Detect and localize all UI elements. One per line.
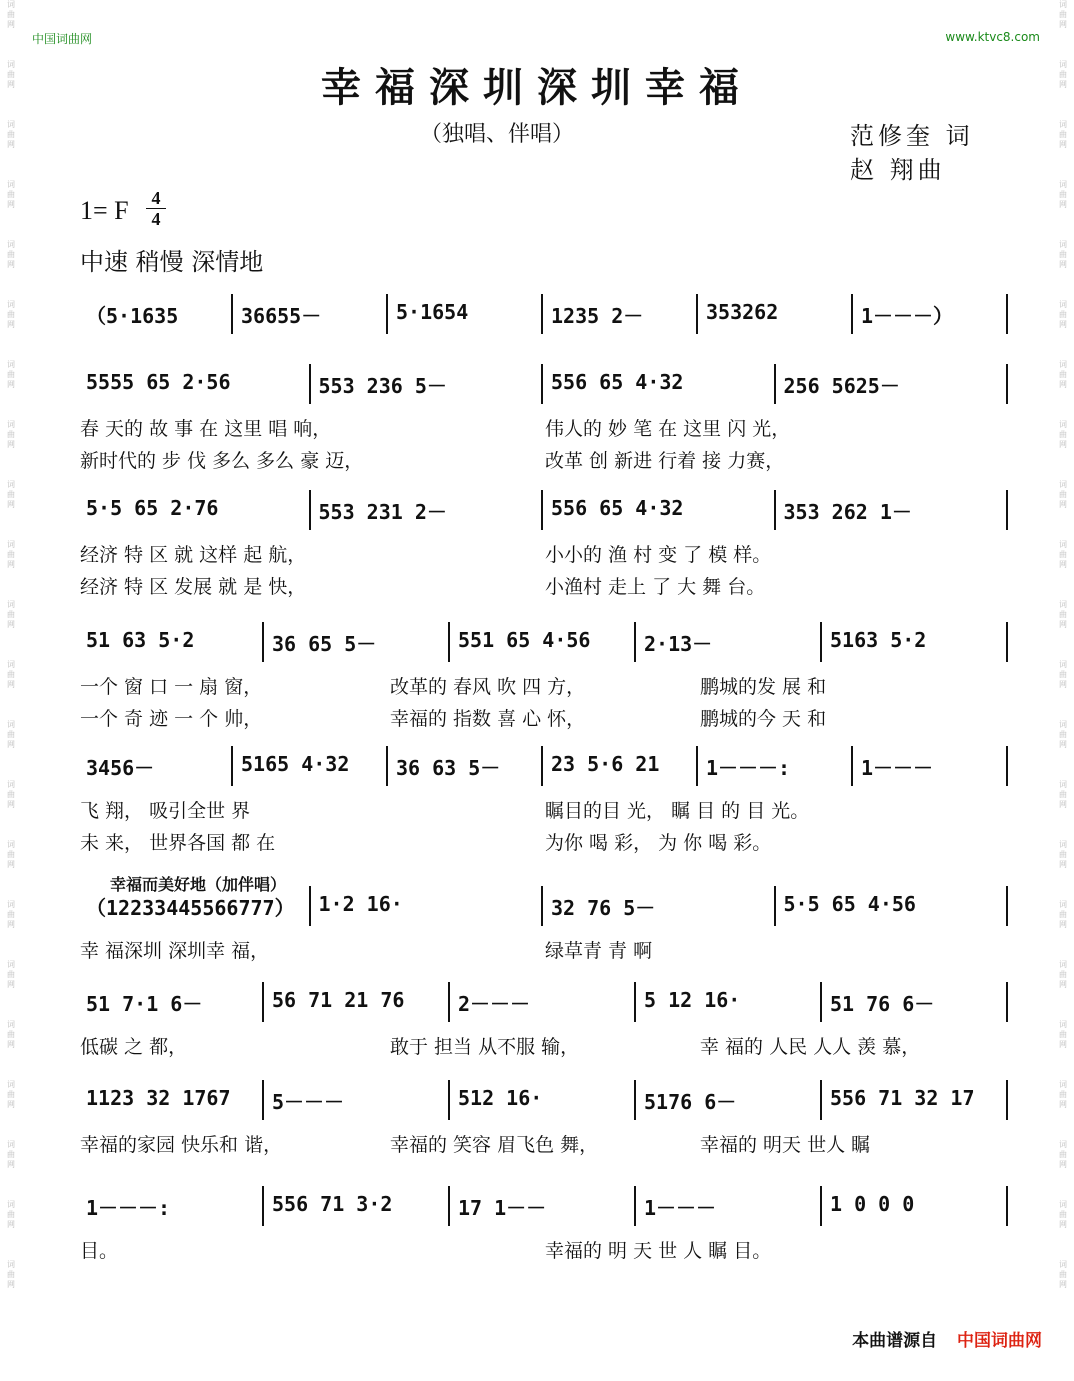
measure: 2－－－ bbox=[458, 992, 531, 1016]
watermark-char: 词 bbox=[7, 120, 15, 129]
watermark-char: 网 bbox=[1059, 440, 1067, 449]
watermark-char: 曲 bbox=[1059, 1270, 1067, 1279]
watermark-char: 网 bbox=[7, 740, 15, 749]
lyric-phrase: 敢于 担当 从不服 输， bbox=[390, 1036, 580, 1058]
watermark-char: 网 bbox=[1059, 1220, 1067, 1229]
watermark-char: 曲 bbox=[1059, 190, 1067, 199]
watermark-char: 曲 bbox=[7, 730, 15, 739]
barline bbox=[262, 1080, 264, 1120]
watermark-char: 曲 bbox=[7, 670, 15, 679]
watermark-char: 词 bbox=[1059, 480, 1067, 489]
notation-line bbox=[80, 892, 1010, 922]
measure: 5176 6－ bbox=[644, 1090, 737, 1114]
watermark-char: 曲 bbox=[1059, 250, 1067, 259]
watermark-char: 词 bbox=[7, 1140, 15, 1149]
measure: 51 76 6－ bbox=[830, 992, 935, 1016]
barline bbox=[1006, 982, 1008, 1022]
lyric-phrase: 幸 福深圳 深圳幸 福， bbox=[80, 940, 270, 962]
watermark-char: 词 bbox=[7, 360, 15, 369]
lyric-phrase: 经济 特 区 就 这样 起 航， bbox=[80, 544, 307, 566]
watermark-char: 网 bbox=[1059, 680, 1067, 689]
watermark-char: 词 bbox=[1059, 360, 1067, 369]
song-title: 幸福深圳深圳幸福 bbox=[321, 64, 753, 111]
barline bbox=[309, 886, 311, 926]
watermark-char: 网 bbox=[7, 860, 15, 869]
watermark-char: 网 bbox=[7, 1160, 15, 1169]
measure: 1－－－: bbox=[86, 1196, 171, 1220]
barline bbox=[1006, 1080, 1008, 1120]
watermark-char: 曲 bbox=[1059, 970, 1067, 979]
watermark-char: 网 bbox=[7, 1220, 15, 1229]
watermark-char: 网 bbox=[1059, 1280, 1067, 1289]
notation-line bbox=[80, 496, 1010, 526]
measure: 1123 32 1767 bbox=[86, 1086, 231, 1110]
watermark-char: 词 bbox=[7, 480, 15, 489]
watermark-char: 词 bbox=[7, 600, 15, 609]
watermark-char: 网 bbox=[1059, 260, 1067, 269]
watermark-char: 曲 bbox=[1059, 910, 1067, 919]
watermark-char: 曲 bbox=[1059, 430, 1067, 439]
watermark-char: 网 bbox=[1059, 980, 1067, 989]
watermark-char: 曲 bbox=[7, 970, 15, 979]
barline bbox=[386, 294, 388, 334]
watermark-char: 词 bbox=[1059, 0, 1067, 9]
watermark-char: 曲 bbox=[7, 1210, 15, 1219]
site-name-left[interactable]: 中国词曲网 bbox=[32, 32, 93, 46]
watermark-char: 网 bbox=[7, 80, 15, 89]
measure: 1－－－ bbox=[861, 756, 934, 780]
barline bbox=[1006, 364, 1008, 404]
watermark-char: 词 bbox=[7, 540, 15, 549]
watermark-char: 曲 bbox=[7, 790, 15, 799]
watermark-char: 网 bbox=[1059, 140, 1067, 149]
watermark-char: 词 bbox=[7, 1080, 15, 1089]
lyric-phrase: 为你 喝 彩， 为 你 喝 彩。 bbox=[545, 832, 772, 854]
watermark-char: 曲 bbox=[7, 430, 15, 439]
barline bbox=[1006, 294, 1008, 334]
watermark-char: 词 bbox=[7, 300, 15, 309]
barline bbox=[851, 294, 853, 334]
watermark-char: 网 bbox=[7, 800, 15, 809]
barline bbox=[262, 1186, 264, 1226]
score-row bbox=[0, 752, 1074, 882]
watermark-char: 网 bbox=[1059, 740, 1067, 749]
measure: 5－－－ bbox=[272, 1090, 345, 1114]
measure: 1235 2－ bbox=[551, 304, 644, 328]
barline bbox=[820, 1186, 822, 1226]
lyric-phrase: 改革的 春风 吹 四 方， bbox=[390, 676, 586, 698]
watermark-char: 曲 bbox=[1059, 10, 1067, 19]
watermark-char: 曲 bbox=[1059, 490, 1067, 499]
watermark-char: 词 bbox=[1059, 900, 1067, 909]
barline bbox=[448, 1186, 450, 1226]
watermark-char: 曲 bbox=[1059, 370, 1067, 379]
watermark-char: 词 bbox=[7, 1200, 15, 1209]
lyric-phrase: 一个 窗 口 一 扇 窗， bbox=[80, 676, 263, 698]
barline bbox=[774, 886, 776, 926]
barline bbox=[851, 746, 853, 786]
barline bbox=[634, 1080, 636, 1120]
lyric-phrase: 幸福的 笑容 眉飞色 舞， bbox=[390, 1134, 599, 1156]
measure: 256 5625－ bbox=[783, 374, 900, 398]
footer-source-label: 本曲谱源自 bbox=[852, 1331, 938, 1351]
lyric-phrase: 小小的 渔 村 变 了 模 样。 bbox=[545, 544, 772, 566]
score-row bbox=[0, 1192, 1074, 1322]
measure: 56 71 21 76 bbox=[272, 988, 405, 1012]
watermark-char: 网 bbox=[1059, 20, 1067, 29]
measure: 556 65 4·32 bbox=[551, 370, 684, 394]
watermark-char: 曲 bbox=[1059, 1210, 1067, 1219]
watermark-char: 网 bbox=[1059, 620, 1067, 629]
watermark-char: 词 bbox=[1059, 300, 1067, 309]
song-subtitle: （独唱、伴唱） bbox=[420, 122, 575, 147]
footer-brand-link[interactable]: 中国词曲网 bbox=[957, 1331, 1042, 1351]
watermark-char: 词 bbox=[1059, 840, 1067, 849]
watermark-char: 曲 bbox=[7, 130, 15, 139]
watermark-char: 网 bbox=[1059, 320, 1067, 329]
measure: 3456－ bbox=[86, 756, 155, 780]
lyric-phrase: 改革 创 新进 行着 接 力赛， bbox=[545, 450, 785, 472]
footer-source bbox=[852, 1326, 1042, 1351]
watermark-char: 词 bbox=[7, 900, 15, 909]
watermark-char: 网 bbox=[7, 1280, 15, 1289]
lyric-phrase: 一个 奇 迹 一 个 帅， bbox=[80, 708, 263, 730]
watermark-char: 网 bbox=[7, 500, 15, 509]
watermark-char: 词 bbox=[1059, 1200, 1067, 1209]
barline bbox=[1006, 1186, 1008, 1226]
watermark-char: 曲 bbox=[1059, 550, 1067, 559]
notation-line bbox=[80, 628, 1010, 658]
measure: 2·13－ bbox=[644, 632, 713, 656]
watermark-char: 曲 bbox=[1059, 610, 1067, 619]
watermark-char: 网 bbox=[7, 980, 15, 989]
notation-line bbox=[80, 370, 1010, 400]
watermark-char: 网 bbox=[7, 920, 15, 929]
barline bbox=[634, 1186, 636, 1226]
measure: 5·5 65 2·76 bbox=[86, 496, 219, 520]
watermark-char: 词 bbox=[1059, 660, 1067, 669]
barline bbox=[1006, 622, 1008, 662]
watermark-char: 曲 bbox=[7, 1150, 15, 1159]
barline bbox=[820, 982, 822, 1022]
watermark-char: 曲 bbox=[7, 850, 15, 859]
lyric-phrase: 幸福的家园 快乐和 谐， bbox=[80, 1134, 283, 1156]
watermark-char: 词 bbox=[7, 720, 15, 729]
barline bbox=[634, 982, 636, 1022]
barline bbox=[1006, 490, 1008, 530]
barline bbox=[820, 622, 822, 662]
watermark-char: 词 bbox=[7, 60, 15, 69]
watermark-char: 网 bbox=[1059, 860, 1067, 869]
watermark-char: 曲 bbox=[7, 10, 15, 19]
measure: 553 231 2－ bbox=[318, 500, 447, 524]
measure: 17 1－－ bbox=[458, 1196, 547, 1220]
measure: 32 76 5－ bbox=[551, 896, 656, 920]
lyric-phrase: 鹏城的今 天 和 bbox=[700, 708, 827, 730]
barline bbox=[448, 1080, 450, 1120]
watermark-char: 词 bbox=[7, 840, 15, 849]
barline bbox=[309, 490, 311, 530]
watermark-char: 曲 bbox=[7, 1090, 15, 1099]
measure: 51 63 5·2 bbox=[86, 628, 195, 652]
notation-line bbox=[80, 300, 1010, 330]
watermark-char: 曲 bbox=[1059, 730, 1067, 739]
key-signature: 1= F bbox=[80, 196, 129, 225]
watermark-char: 词 bbox=[7, 240, 15, 249]
watermark-char: 词 bbox=[1059, 1140, 1067, 1149]
watermark-char: 网 bbox=[7, 320, 15, 329]
lyric-phrase: 幸福的 指数 喜 心 怀， bbox=[390, 708, 586, 730]
watermark-char: 曲 bbox=[1059, 670, 1067, 679]
watermark-char: 曲 bbox=[1059, 850, 1067, 859]
site-url-right[interactable]: www.ktvc8.com bbox=[945, 30, 1040, 44]
measure: 36 63 5－ bbox=[396, 756, 501, 780]
measure: 1－－－: bbox=[706, 756, 791, 780]
time-denominator: 4 bbox=[151, 209, 161, 229]
composer-credit: 赵 翔曲 bbox=[850, 156, 946, 184]
watermark-char: 网 bbox=[1059, 80, 1067, 89]
watermark-char: 网 bbox=[1059, 560, 1067, 569]
watermark-char: 曲 bbox=[7, 910, 15, 919]
watermark-char: 曲 bbox=[7, 70, 15, 79]
lyricist-credit: 范修奎 词 bbox=[850, 122, 974, 150]
measure: 556 65 4·32 bbox=[551, 496, 684, 520]
barline bbox=[448, 982, 450, 1022]
lyric-phrase: 未 来， 世界各国 都 在 bbox=[80, 832, 276, 854]
measure: 1－－－） bbox=[861, 304, 954, 328]
measure: 5163 5·2 bbox=[830, 628, 927, 652]
measure: 1 0 0 0 bbox=[830, 1192, 915, 1216]
watermark-char: 曲 bbox=[1059, 70, 1067, 79]
measure: 556 71 32 17 bbox=[830, 1086, 975, 1110]
measure: 36655－ bbox=[241, 304, 322, 328]
tempo-marking: 中速 稍慢 深情地 bbox=[80, 248, 264, 276]
time-numerator: 4 bbox=[146, 188, 166, 209]
watermark-char: 网 bbox=[7, 20, 15, 29]
watermark-char: 网 bbox=[7, 680, 15, 689]
watermark-char: 曲 bbox=[7, 1030, 15, 1039]
barline bbox=[696, 294, 698, 334]
measure: 353262 bbox=[706, 300, 779, 324]
watermark-char: 网 bbox=[7, 1040, 15, 1049]
lyric-phrase: 小渔村 走上 了 大 舞 台。 bbox=[545, 576, 766, 598]
barline bbox=[541, 294, 543, 334]
measure: （12233445566777） bbox=[86, 896, 295, 920]
lyric-phrase: 鹏城的发 展 和 bbox=[700, 676, 827, 698]
watermark-char: 网 bbox=[1059, 920, 1067, 929]
watermark-char: 词 bbox=[7, 780, 15, 789]
watermark-char: 曲 bbox=[1059, 1030, 1067, 1039]
watermark-char: 曲 bbox=[1059, 1090, 1067, 1099]
watermark-char: 词 bbox=[1059, 1080, 1067, 1089]
lyric-phrase: 瞩目的目 光， 瞩 目 的 目 光。 bbox=[545, 800, 810, 822]
lyric-phrase: 经济 特 区 发展 就 是 快， bbox=[80, 576, 307, 598]
measure: 551 65 4·56 bbox=[458, 628, 591, 652]
barline bbox=[634, 622, 636, 662]
watermark-char: 曲 bbox=[7, 310, 15, 319]
lyric-phrase: 伟人的 妙 笔 在 这里 闪 光， bbox=[545, 418, 791, 440]
watermark-char: 曲 bbox=[7, 550, 15, 559]
notation-line bbox=[80, 752, 1010, 782]
watermark-char: 词 bbox=[1059, 240, 1067, 249]
lyric-phrase: 新时代的 步 伐 多么 多么 豪 迈， bbox=[80, 450, 364, 472]
watermark-char: 网 bbox=[7, 560, 15, 569]
watermark-char: 词 bbox=[1059, 420, 1067, 429]
measure: 5555 65 2·56 bbox=[86, 370, 231, 394]
watermark-char: 词 bbox=[7, 660, 15, 669]
barline bbox=[1006, 746, 1008, 786]
barline bbox=[541, 490, 543, 530]
watermark-char: 词 bbox=[1059, 720, 1067, 729]
watermark-char: 曲 bbox=[1059, 130, 1067, 139]
barline bbox=[309, 364, 311, 404]
lyric-phrase: 春 天的 故 事 在 这里 唱 响， bbox=[80, 418, 332, 440]
barline bbox=[541, 886, 543, 926]
measure: 36 65 5－ bbox=[272, 632, 377, 656]
watermark-char: 词 bbox=[1059, 600, 1067, 609]
watermark-char: 网 bbox=[7, 1100, 15, 1109]
notation-line bbox=[80, 1086, 1010, 1116]
barline bbox=[386, 746, 388, 786]
watermark-char: 词 bbox=[1059, 780, 1067, 789]
barline bbox=[1006, 886, 1008, 926]
measure: 5 12 16· bbox=[644, 988, 741, 1012]
measure: 5·1654 bbox=[396, 300, 469, 324]
watermark-char: 网 bbox=[7, 140, 15, 149]
lyric-phrase: 幸福的 明 天 世 人 瞩 目。 bbox=[545, 1240, 772, 1262]
notation-line bbox=[80, 1192, 1010, 1222]
watermark-char: 词 bbox=[7, 1020, 15, 1029]
watermark-char: 词 bbox=[7, 180, 15, 189]
barline bbox=[262, 622, 264, 662]
measure: （5·1635 bbox=[86, 304, 179, 328]
watermark-char: 词 bbox=[7, 960, 15, 969]
measure: 512 16· bbox=[458, 1086, 543, 1110]
section-label: 幸福而美好地（加伴唱） bbox=[110, 875, 287, 894]
watermark-char: 曲 bbox=[1059, 310, 1067, 319]
score-row bbox=[0, 496, 1074, 626]
measure: 51 7·1 6－ bbox=[86, 992, 203, 1016]
watermark-char: 曲 bbox=[7, 610, 15, 619]
barline bbox=[262, 982, 264, 1022]
watermark-char: 网 bbox=[1059, 800, 1067, 809]
measure: 553 236 5－ bbox=[318, 374, 447, 398]
watermark-char: 网 bbox=[1059, 1100, 1067, 1109]
barline bbox=[231, 294, 233, 334]
watermark-char: 网 bbox=[1059, 500, 1067, 509]
barline bbox=[231, 746, 233, 786]
lyric-phrase: 低碳 之 都， bbox=[80, 1036, 188, 1058]
barline bbox=[448, 622, 450, 662]
barline bbox=[774, 490, 776, 530]
watermark-char: 词 bbox=[1059, 540, 1067, 549]
watermark-char: 曲 bbox=[1059, 790, 1067, 799]
watermark-char: 曲 bbox=[7, 490, 15, 499]
score-row bbox=[0, 370, 1074, 500]
measure: 5165 4·32 bbox=[241, 752, 350, 776]
barline bbox=[820, 1080, 822, 1120]
measure: 1－－－ bbox=[644, 1196, 717, 1220]
watermark-char: 曲 bbox=[7, 190, 15, 199]
measure: 353 262 1－ bbox=[783, 500, 912, 524]
watermark-char: 曲 bbox=[1059, 1150, 1067, 1159]
watermark-char: 网 bbox=[7, 380, 15, 389]
watermark-char: 网 bbox=[1059, 1040, 1067, 1049]
watermark-char: 网 bbox=[1059, 200, 1067, 209]
barline bbox=[774, 364, 776, 404]
watermark-char: 曲 bbox=[7, 250, 15, 259]
watermark-char: 网 bbox=[1059, 380, 1067, 389]
watermark-char: 曲 bbox=[7, 370, 15, 379]
watermark-char: 词 bbox=[1059, 1260, 1067, 1269]
watermark-char: 网 bbox=[7, 200, 15, 209]
watermark-char: 词 bbox=[1059, 180, 1067, 189]
lyric-phrase: 飞 翔， 吸引全世 界 bbox=[80, 800, 251, 822]
watermark-char: 网 bbox=[7, 440, 15, 449]
measure: 5·5 65 4·56 bbox=[783, 892, 916, 916]
barline bbox=[541, 364, 543, 404]
watermark-char: 词 bbox=[1059, 60, 1067, 69]
watermark-char: 词 bbox=[1059, 960, 1067, 969]
watermark-char: 曲 bbox=[7, 1270, 15, 1279]
measure: 1·2 16· bbox=[318, 892, 403, 916]
measure: 23 5·6 21 bbox=[551, 752, 660, 776]
watermark-char: 词 bbox=[7, 1260, 15, 1269]
lyric-phrase: 幸福的 明天 世人 瞩 bbox=[700, 1134, 871, 1156]
watermark-char: 词 bbox=[7, 0, 15, 9]
notation-line bbox=[80, 988, 1010, 1018]
lyric-phrase: 幸 福的 人民 人人 羡 慕， bbox=[700, 1036, 921, 1058]
watermark-char: 词 bbox=[7, 420, 15, 429]
barline bbox=[541, 746, 543, 786]
barline bbox=[696, 746, 698, 786]
lyric-phrase: 绿草青 青 啊 bbox=[545, 940, 653, 962]
time-signature bbox=[146, 188, 166, 229]
watermark-char: 网 bbox=[7, 260, 15, 269]
watermark-char: 网 bbox=[7, 620, 15, 629]
score-row bbox=[0, 628, 1074, 758]
lyric-phrase: 目。 bbox=[80, 1240, 119, 1262]
watermark-char: 词 bbox=[1059, 1020, 1067, 1029]
measure: 556 71 3·2 bbox=[272, 1192, 393, 1216]
watermark-char: 词 bbox=[1059, 120, 1067, 129]
watermark-char: 网 bbox=[1059, 1160, 1067, 1169]
